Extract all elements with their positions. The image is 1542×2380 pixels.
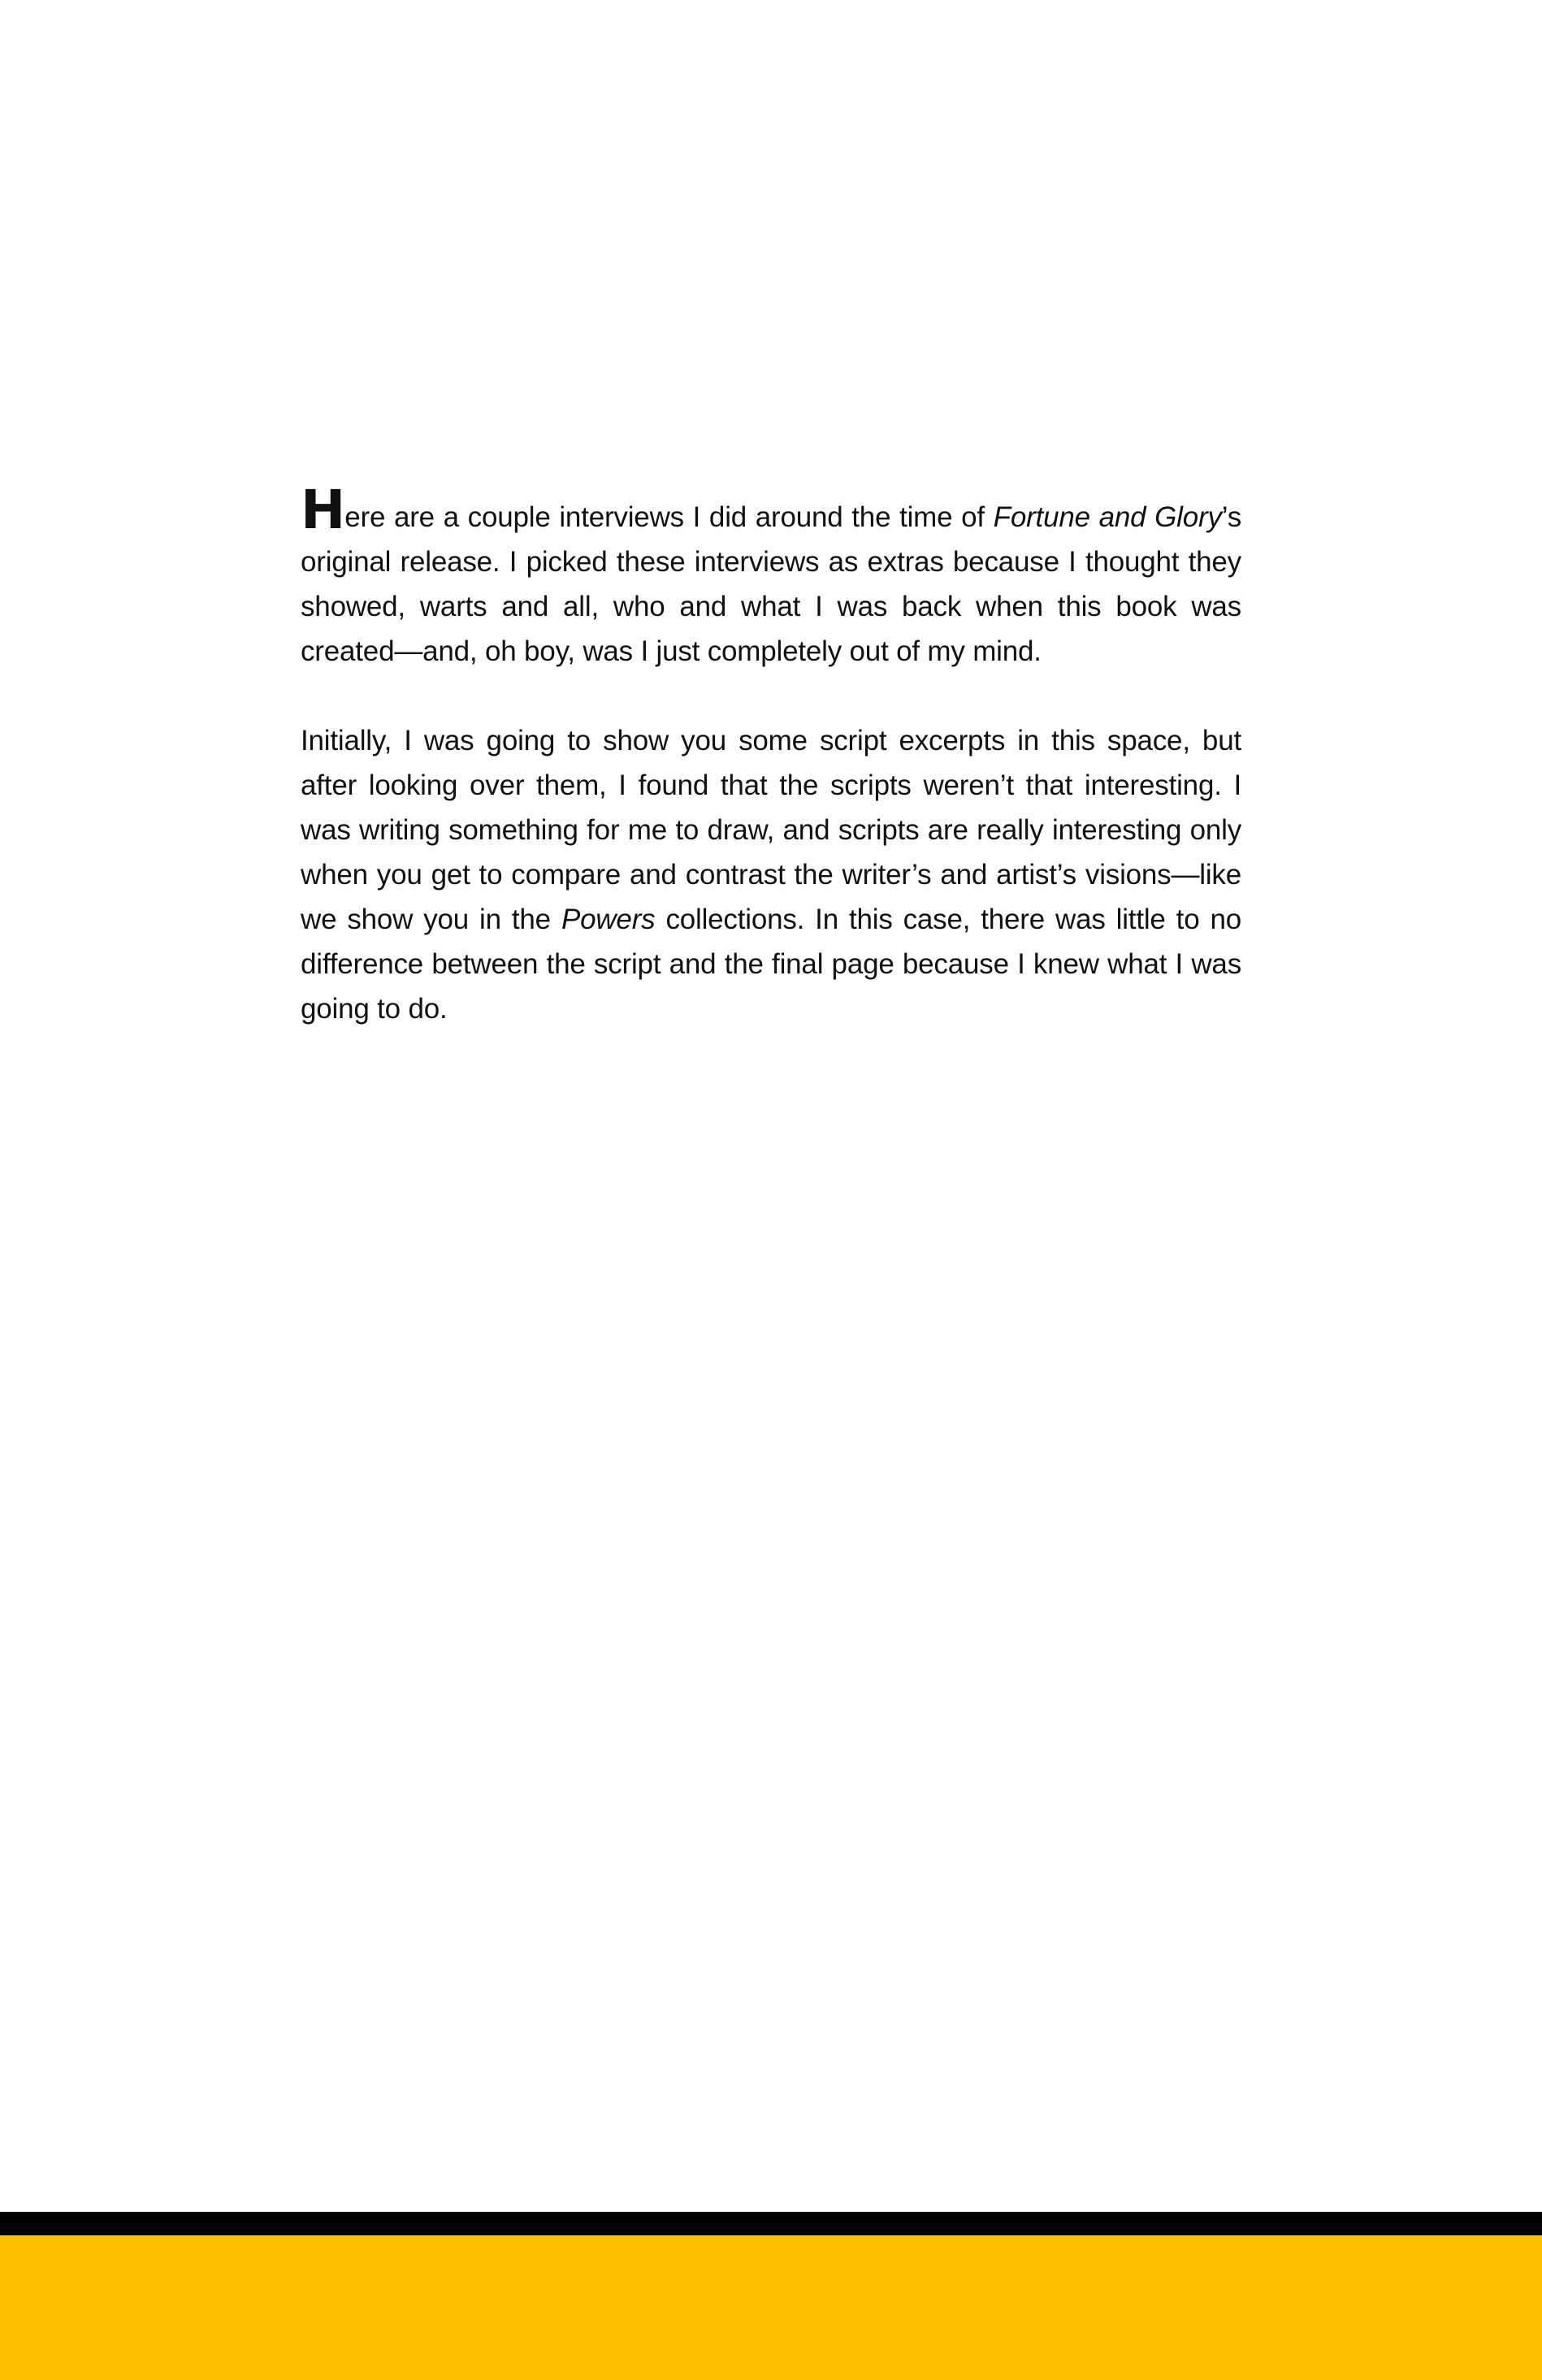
paragraph-scripts <box>301 718 1241 1031</box>
footer-band-yellow <box>0 2235 1542 2380</box>
paragraph-scripts-text-2: collections. In this case, there was little to no difference between the script and the final page because I knew what I was going to do. <box>301 904 1241 1025</box>
paragraph-intro <box>301 479 1242 674</box>
book-title-italic: Fortune and Glory <box>993 501 1222 533</box>
paragraph-intro-text-2: ’s original release. I picked these interviews as extras because I thought they showed, warts and all, who and what I was back when this book was created—and, oh boy, was I just completely out of my mind. <box>301 501 1242 667</box>
footer-band-black <box>0 2212 1542 2235</box>
paragraph-scripts-text-1: Initially, I was going to show you some script excerpts in this space, but after looking over them, I found that the scripts weren’t that interesting. I was writing something for me to draw, and scripts are really interesting only when you get to compare and contrast the writer’s and artist’s visions—like we show you in the <box>301 725 1241 935</box>
drop-cap: H <box>301 479 345 541</box>
series-title-italic: Powers <box>561 904 656 935</box>
paragraph-intro-text-1: ere are a couple interviews I did around the time of <box>344 501 994 533</box>
body-text <box>301 479 1242 1076</box>
